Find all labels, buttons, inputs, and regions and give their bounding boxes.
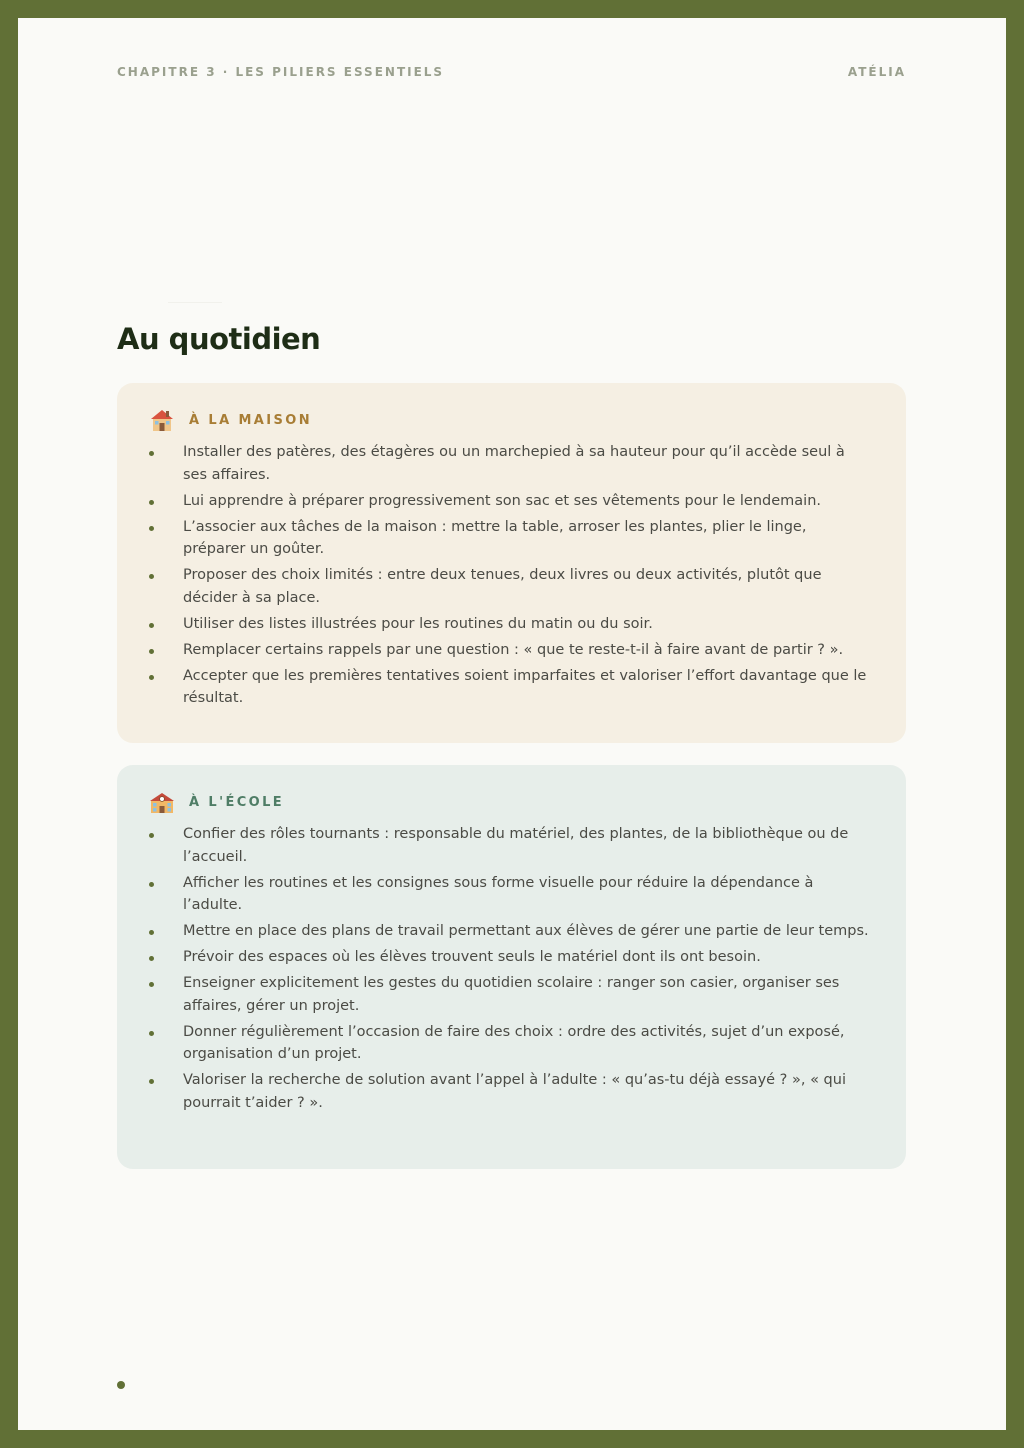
- card-school-header: [149, 789, 872, 815]
- list-item: Donner régulièrement l’occasion de faire des choix : ordre des activités, sujet d’un exposé, organisation d’un projet.: [149, 1021, 872, 1066]
- divider: [168, 302, 222, 303]
- list-item: Lui apprendre à préparer progressivement son sac et ses vêtements pour le lendemain.: [149, 490, 872, 513]
- card-home-label: À LA MAISON: [189, 412, 312, 428]
- home-list: [149, 441, 872, 710]
- list-item: Remplacer certains rappels par une question : « que te reste-t-il à faire avant de partir ? ».: [149, 639, 872, 662]
- list-item: Accepter que les premières tentatives soient imparfaites et valoriser l’effort davantage que le résultat.: [149, 665, 872, 710]
- running-head-brand: ATÉLIA: [847, 65, 906, 79]
- running-head-chapter: CHAPITRE 3 · LES PILIERS ESSENTIELS: [117, 65, 445, 79]
- footer-dot: [117, 1381, 125, 1389]
- card-school: [117, 765, 906, 1169]
- page: [18, 18, 1006, 1430]
- list-item: Proposer des choix limités : entre deux tenues, deux livres ou deux activités, plutôt que décider à sa place.: [149, 564, 872, 609]
- list-item: L’associer aux tâches de la maison : mettre la table, arroser les plantes, plier le linge, préparer un goûter.: [149, 516, 872, 561]
- card-home-header: [149, 407, 872, 433]
- list-item: Enseigner explicitement les gestes du quotidien scolaire : ranger son casier, organiser ses affaires, gérer un projet.: [149, 972, 872, 1017]
- list-item: Valoriser la recherche de solution avant l’appel à l’adulte : « qu’as-tu déjà essayé ? », « qui pourrait t’aider ? ».: [149, 1069, 872, 1114]
- house-icon: [149, 407, 175, 433]
- list-item: Installer des patères, des étagères ou un marchepied à sa hauteur pour qu’il accède seul à ses affaires.: [149, 441, 872, 486]
- list-item: Mettre en place des plans de travail permettant aux élèves de gérer une partie de leur temps.: [149, 920, 872, 943]
- page-title: Au quotidien: [117, 322, 321, 356]
- list-item: Confier des rôles tournants : responsable du matériel, des plantes, de la bibliothèque ou de l’accueil.: [149, 823, 872, 868]
- card-school-label: À L'ÉCOLE: [189, 794, 285, 810]
- school-icon: [149, 789, 175, 815]
- school-list: [149, 823, 872, 1114]
- list-item: Afficher les routines et les consignes sous forme visuelle pour réduire la dépendance à l’adulte.: [149, 872, 872, 917]
- list-item: Prévoir des espaces où les élèves trouvent seuls le matériel dont ils ont besoin.: [149, 946, 872, 969]
- card-home: [117, 383, 906, 743]
- list-item: Utiliser des listes illustrées pour les routines du matin ou du soir.: [149, 613, 872, 636]
